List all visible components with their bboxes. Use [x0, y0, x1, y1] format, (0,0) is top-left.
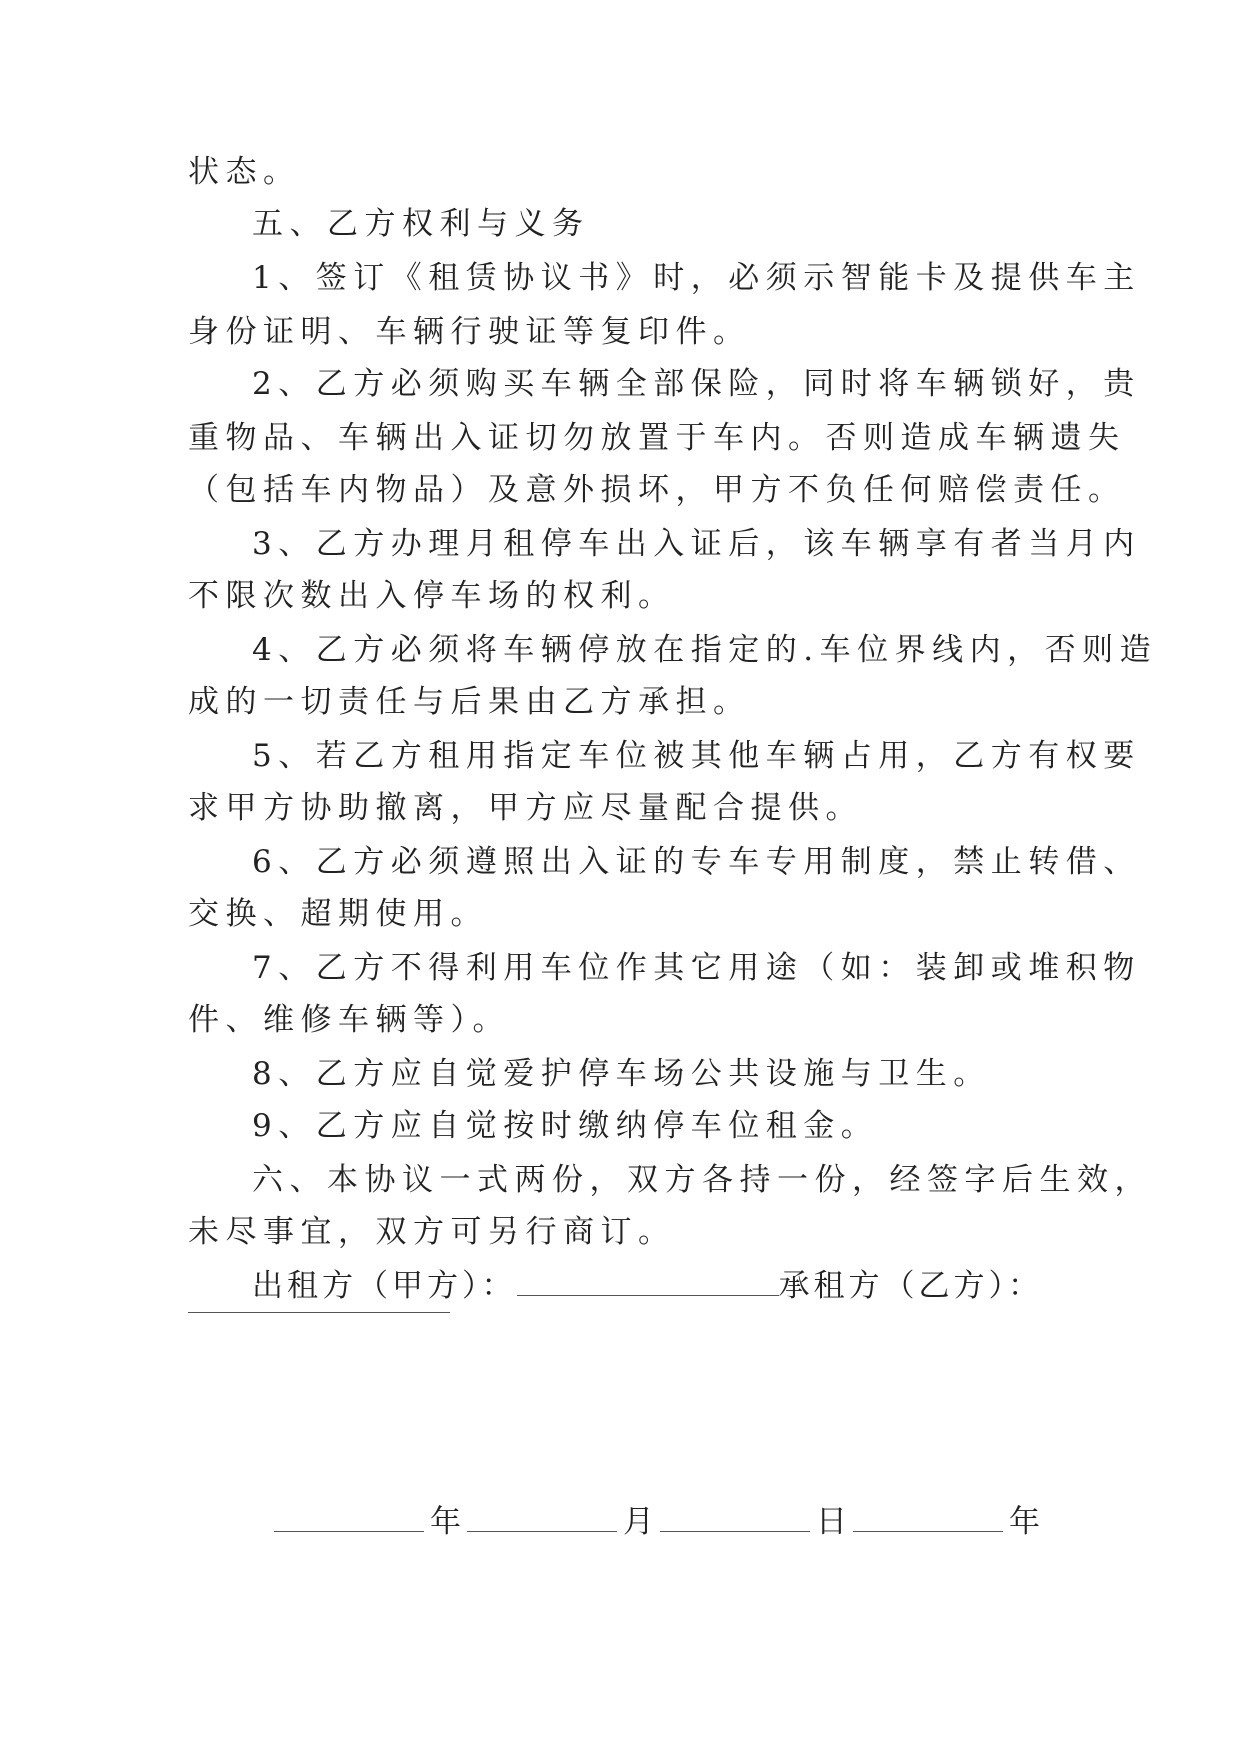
paragraph-line: 求甲方协助撤离，甲方应尽量配合提供。	[188, 790, 863, 826]
paragraph-line: 状态。	[188, 154, 301, 190]
date-line	[268, 1502, 1040, 1542]
paragraph-line: 不限次数出入停车场的权利。	[188, 578, 676, 614]
paragraph-line: 身份证明、车辆行驶证等复印件。	[188, 314, 751, 350]
paragraph-line: 8、乙方应自觉爱护停车场公共设施与卫生。	[252, 1056, 991, 1092]
day-blank	[660, 1505, 810, 1532]
paragraph-line: （包括车内物品）及意外损坏，甲方不负任何赔偿责任。	[188, 472, 1126, 508]
paragraph-line: 7、乙方不得利用车位作其它用途（如：装卸或堆积物	[252, 950, 1141, 986]
lessee-signature-blank	[188, 1312, 450, 1313]
paragraph-line: 6、乙方必须遵照出入证的专车专用制度，禁止转借、	[252, 844, 1141, 880]
section-heading: 六、本协议一式两份，双方各持一份，经签字后生效，	[252, 1162, 1152, 1198]
year-blank	[274, 1505, 424, 1532]
lessor-label: 出租方（甲方）：	[252, 1268, 517, 1304]
signature-line	[252, 1266, 1043, 1306]
paragraph-line: 重物品、车辆出入证切勿放置于车内。否则造成车辆遗失	[188, 420, 1126, 456]
year2-label: 年	[1009, 1504, 1040, 1540]
paragraph-line: 成的一切责任与后果由乙方承担。	[188, 684, 751, 720]
paragraph-line: 未尽事宜，双方可另行商订。	[188, 1214, 676, 1250]
month-label: 月	[623, 1504, 654, 1540]
year2-blank	[853, 1505, 1003, 1532]
paragraph-line: 5、若乙方租用指定车位被其他车辆占用，乙方有权要	[252, 738, 1141, 774]
paragraph-line: 3、乙方办理月租停车出入证后，该车辆享有者当月内	[252, 526, 1141, 562]
day-label: 日	[816, 1504, 847, 1540]
year-label: 年	[430, 1504, 461, 1540]
paragraph-line: 1、签订《租赁协议书》时，必须示智能卡及提供车主	[252, 260, 1141, 296]
lessor-signature-blank	[517, 1269, 779, 1296]
lessee-label: 承租方（乙方）：	[778, 1268, 1043, 1304]
paragraph-line: 件、维修车辆等）。	[188, 1002, 510, 1038]
month-blank	[467, 1505, 617, 1532]
paragraph-line: 2、乙方必须购买车辆全部保险，同时将车辆锁好，贵	[252, 366, 1141, 402]
section-heading: 五、乙方权利与义务	[252, 206, 590, 242]
paragraph-line: 4、乙方必须将车辆停放在指定的.车位界线内，否则造	[252, 632, 1158, 668]
paragraph-line: 9、乙方应自觉按时缴纳停车位租金。	[252, 1108, 879, 1144]
paragraph-line: 交换、超期使用。	[188, 896, 488, 932]
